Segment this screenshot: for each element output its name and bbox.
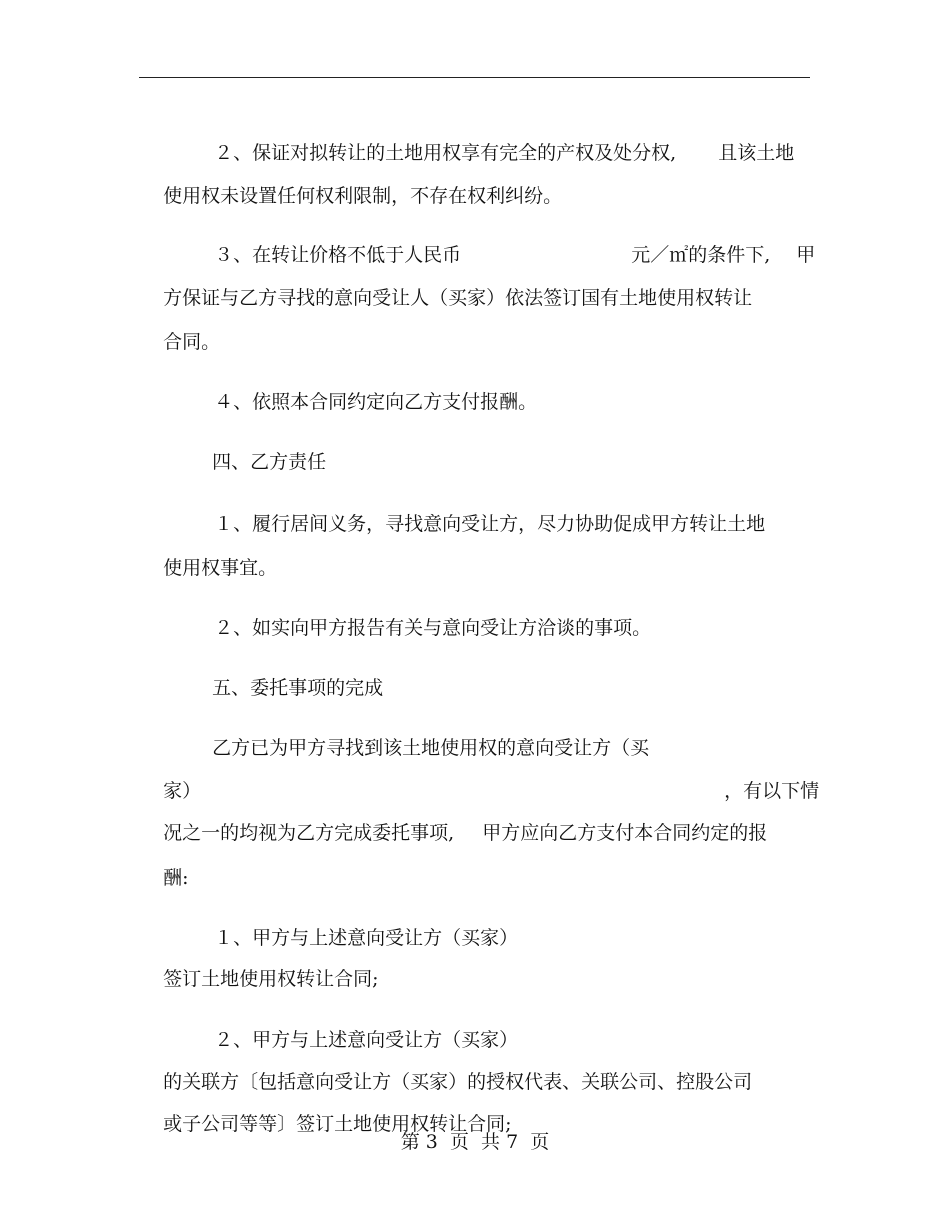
text-segment: 签订土地使用权转让合同; — [163, 968, 379, 990]
text-segment: 酬: — [163, 867, 189, 889]
text-segment: ，有以下情 — [724, 780, 820, 802]
text-segment: 家） — [163, 780, 202, 802]
text-segment: 且该土地 — [718, 142, 795, 164]
guarantee-3-line-2 — [139, 262, 752, 334]
page-number: 第 3 页 共 7 页 — [400, 1131, 550, 1153]
text-segment: 或子公司等等〕签订土地使用权转让合同; — [163, 1113, 512, 1135]
text-segment: 使用权未设置任何权利限制，不存在权利纠纷。 — [163, 185, 563, 207]
text-segment: 的关联方〔包括意向受让方（买家）的授权代表、关联公司、控股公司 — [163, 1071, 753, 1093]
text-segment: １、履行居间义务，寻找意向受让方，尽力协助促成甲方转让土地 — [214, 513, 766, 535]
text-segment: ２、甲方与上述意向受让方（买家） — [214, 1029, 519, 1051]
text-segment: １、甲方与上述意向受让方（买家） — [214, 927, 519, 949]
completion-intro-line-3 — [139, 797, 767, 869]
text-segment: ３、在转让价格不低于人民币 — [214, 244, 462, 266]
header-rule — [139, 77, 810, 78]
text-segment: 况之一的均视为乙方完成委托事项, — [163, 822, 455, 844]
text-segment: 元／㎡的条件下, — [631, 244, 771, 266]
completion-intro-line-1 — [188, 712, 649, 784]
text-segment: 甲方应向乙方支付本合同约定的报 — [482, 822, 768, 844]
text-segment: 甲 — [796, 244, 816, 266]
text-segment: ４、依照本合同约定向乙方支付报酬。 — [214, 391, 538, 413]
text-segment: 四、乙方责任 — [212, 451, 327, 473]
text-segment: 使用权事宜。 — [163, 557, 278, 579]
text-segment: 乙方已为甲方寻找到该土地使用权的意向受让方（买 — [212, 737, 650, 759]
text-segment: 方保证与乙方寻找的意向受让人（买家）依法签订国有土地使用权转让 — [163, 287, 753, 309]
text-segment: 五、委托事项的完成 — [212, 677, 384, 699]
text-segment: ２、如实向甲方报告有关与意向受让方洽谈的事项。 — [214, 617, 652, 639]
text-segment: ２、保证对拟转让的土地用权享有完全的产权及处分权, — [214, 142, 677, 164]
completion-intro-line-4 — [139, 842, 189, 914]
text-segment: 合同。 — [163, 331, 221, 353]
